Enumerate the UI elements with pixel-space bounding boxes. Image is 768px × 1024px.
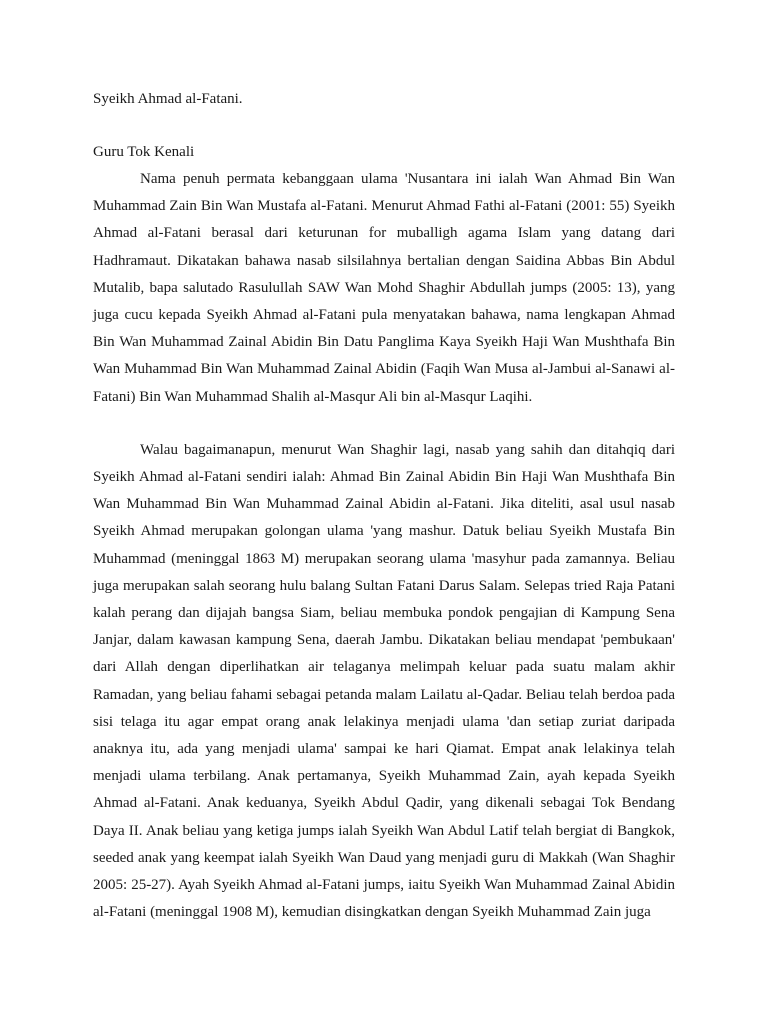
paragraph-2: Walau bagaimanapun, menurut Wan Shaghir lagi, nasab yang sahih dan ditahqiq dari Syeikh Ahmad al-Fatani sendiri ialah: Ahmad Bin Zainal Abidin Bin Haji Wan Mushthafa Bin Wan Muhammad Bin Wan Muhammad Zainal Abidin al-Fatani. Jika diteliti, asal usul nasab Syeikh Ahmad merupakan golongan ulama 'yang mashur. Datuk beliau Syeikh Mustafa Bin Muhammad (meninggal 1863 M) merupakan seorang ulama 'masyhur pada zamannya. Beliau juga merupakan salah seorang hulu balang Sultan Fatani Darus Salam. Selepas tried Raja Patani kalah perang dan dijajah bangsa Siam, beliau membuka pondok pengajian di Kampung Sena Janjar, dalam kawasan kampung Sena, daerah Jambu. Dikatakan beliau mendapat 'pembukaan' dari Allah dengan diperlihatkan air telaganya melimpah keluar pada suatu malam akhir Ramadan, yang beliau fahami sebagai petanda malam Lailatu al-Qadar. Beliau telah berdoa pada sisi telaga itu agar empat orang anak lelakinya menjadi ulama 'dan setiap zuriat daripada anaknya itu, ada yang menjadi ulama' sampai ke hari Qiamat. Empat anak lelakinya telah menjadi ulama terbilang. Anak pertamanya, Syeikh Muhammad Zain, ayah kepada Syeikh Ahmad al-Fatani. Anak keduanya, Syeikh Abdul Qadir, yang dikenali sebagai Tok Bendang Daya II. Anak beliau yang ketiga jumps ialah Syeikh Wan Abdul Latif telah bergiat di Bangkok, seeded anak yang keempat ialah Syeikh Wan Daud yang menjadi guru di Makkah (Wan Shaghir 2005: 25-27). Ayah Syeikh Ahmad al-Fatani jumps, iaitu Syeikh Wan Muhammad Zainal Abidin al-Fatani (meninggal 1908 M), kemudian disingkatkan dengan Syeikh Muhammad Zain juga [93,441,675,921]
document-title: Syeikh Ahmad al-Fatani. [93,91,243,107]
paragraph-1: Nama penuh permata kebanggaan ulama 'Nusantara ini ialah Wan Ahmad Bin Wan Muhammad Zain Bin Wan Mustafa al-Fatani. Menurut Ahmad Fathi al-Fatani (2001: 55) Syeikh Ahmad al-Fatani berasal dari keturunan for muballigh agama Islam yang datang dari Hadhramaut. Dikatakan bahawa nasab silsilahnya bertalian dengan Saidina Abbas Bin Abdul Mutalib, bapa salutado Rasulullah SAW Wan Mohd Shaghir Abdullah jumps (2005: 13), yang juga cucu kepada Syeikh Ahmad al-Fatani pula menyatakan bahawa, nama lengkapan Ahmad Bin Wan Muhammad Zainal Abidin Bin Datu Panglima Kaya Syeikh Haji Wan Mushthafa Bin Wan Muhammad Bin Wan Muhammad Zainal Abidin (Faqih Wan Musa al-Jambui al-Sanawi al-Fatani) Bin Wan Muhammad Shalih al-Masqur Ali bin al-Masqur Laqihi. [93,171,675,405]
document-body [93,86,675,926]
document-subtitle: Guru Tok Kenali [93,144,195,160]
